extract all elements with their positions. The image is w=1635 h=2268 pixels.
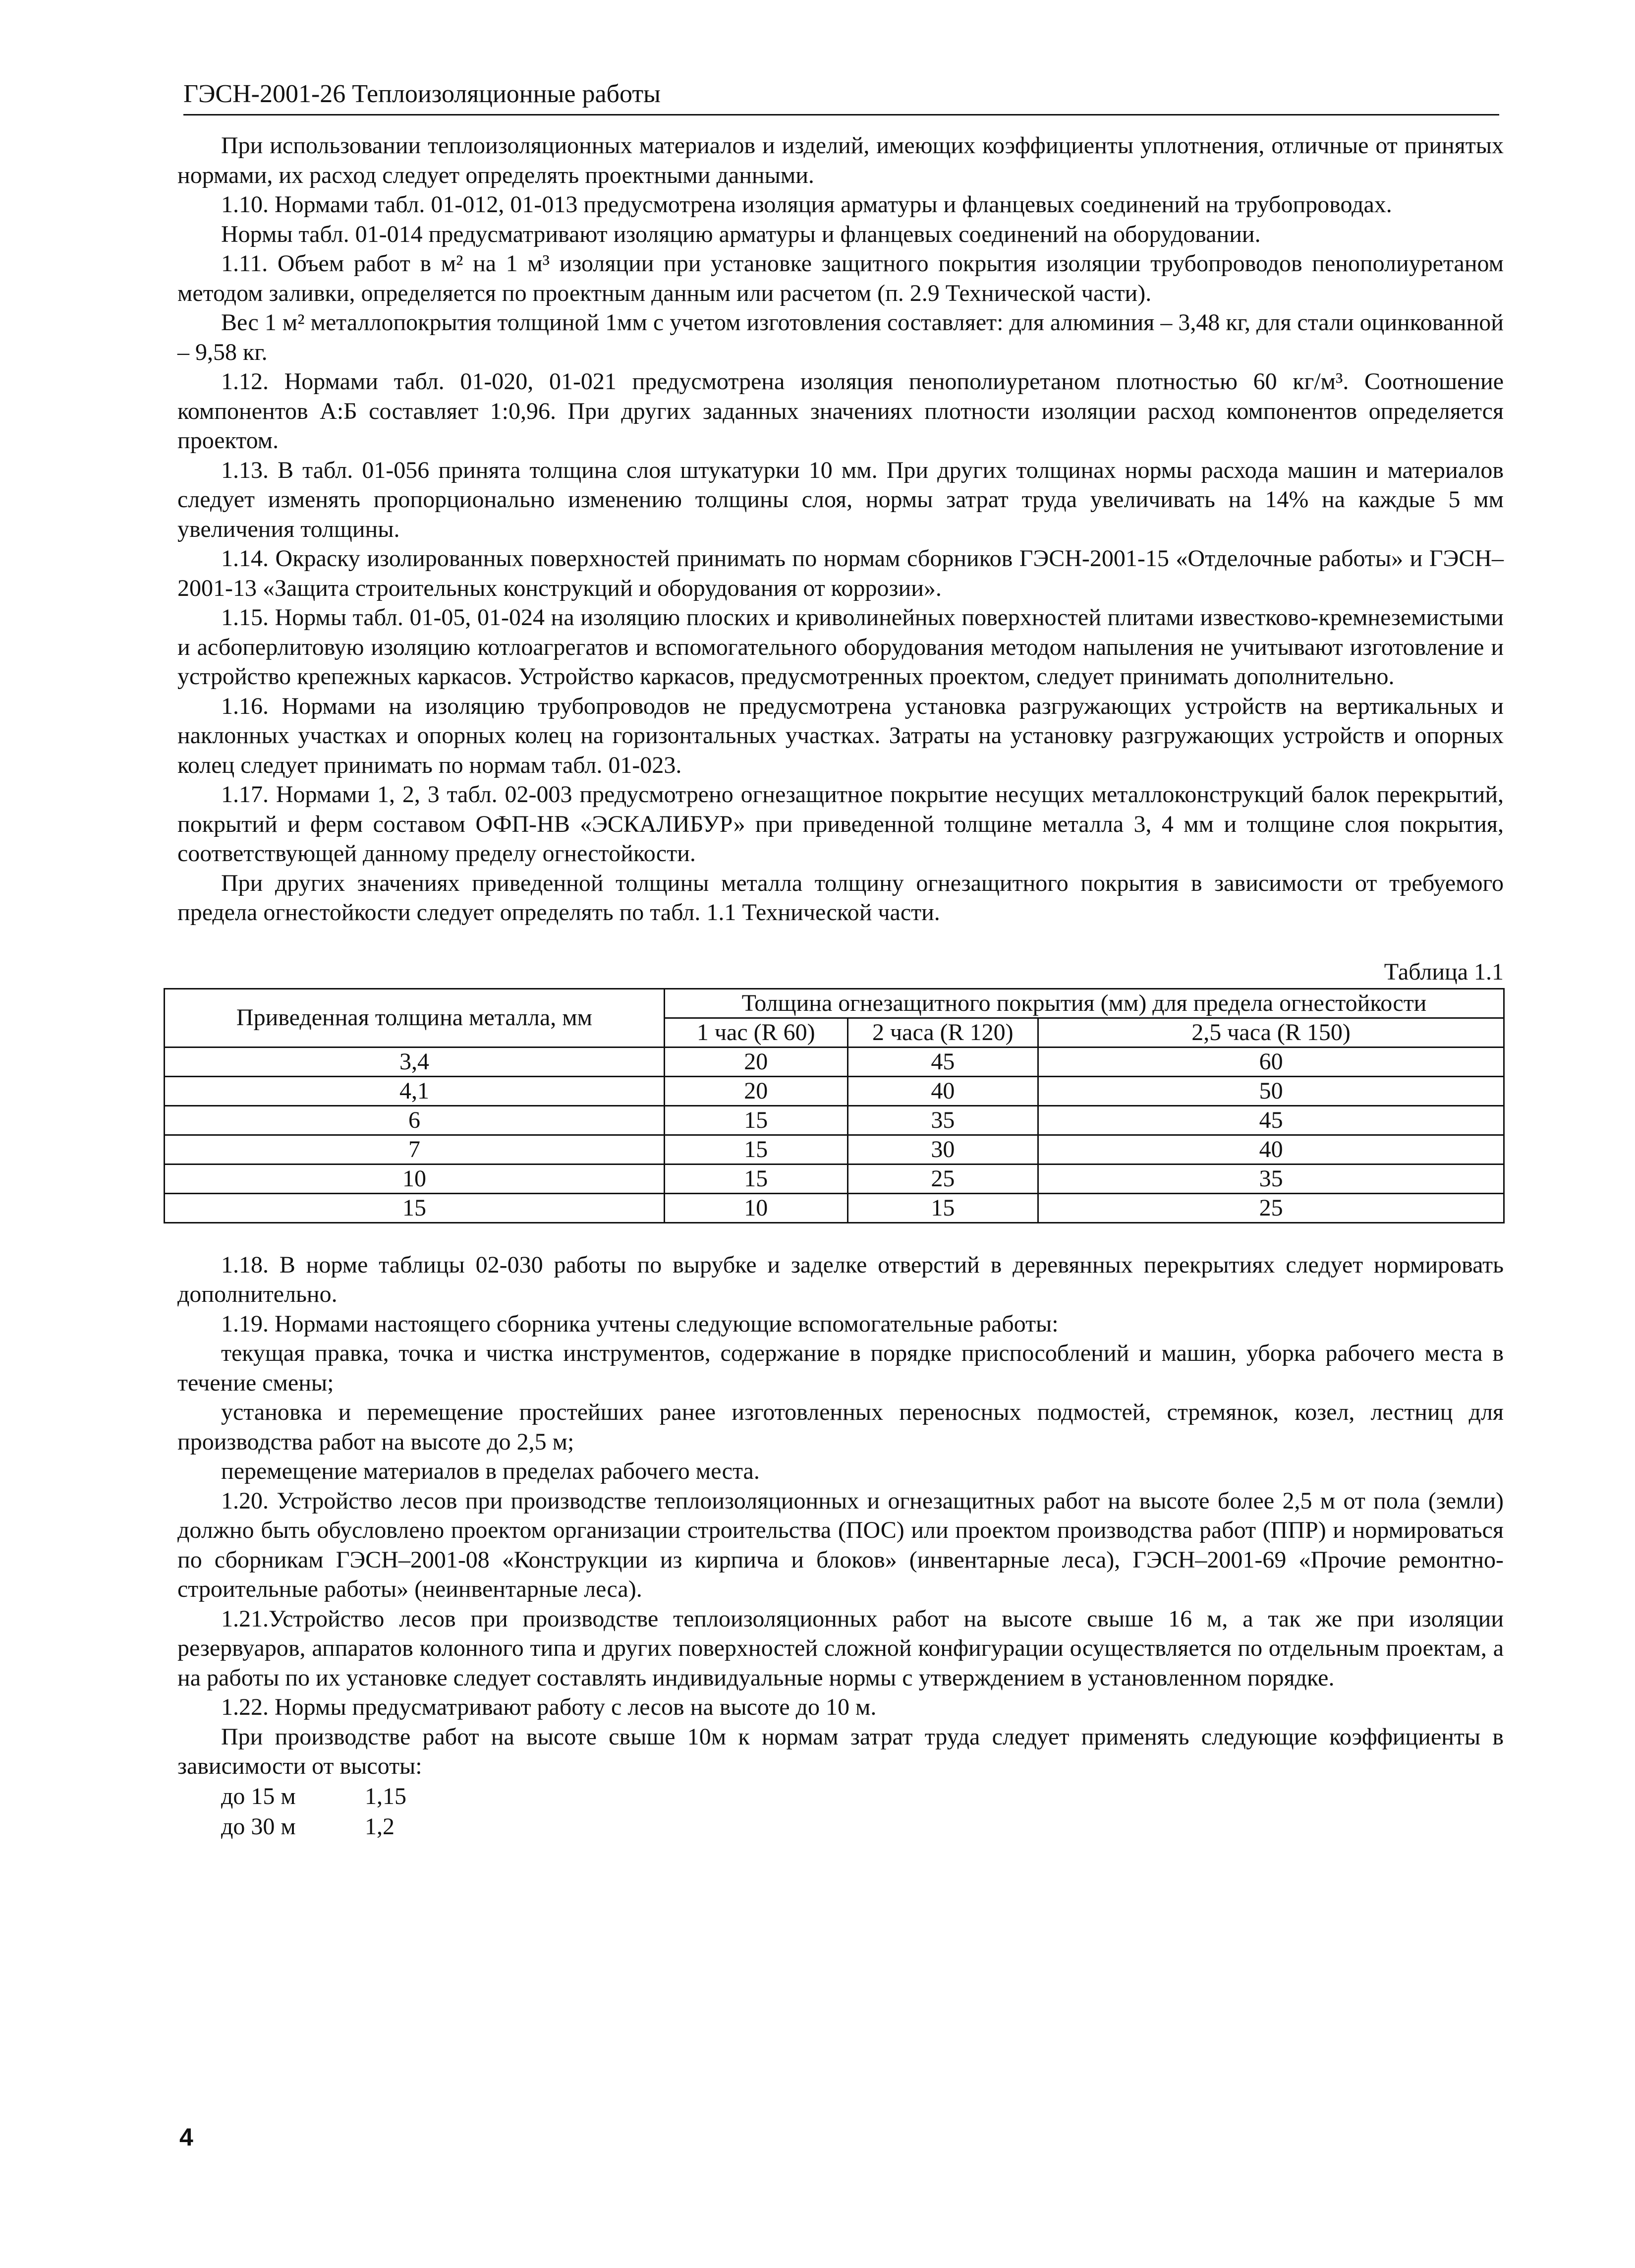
coefficient-height: до 30 м <box>221 1813 296 1840</box>
table-cell: 4,1 <box>165 1076 665 1105</box>
col-header-thickness: Приведенная толщина металла, мм <box>165 989 665 1047</box>
table-row <box>165 1193 1504 1222</box>
table-cell: 15 <box>664 1105 847 1135</box>
paragraph: 1.15. Нормы табл. 01-05, 01-024 на изоляцию плоских и криволинейных поверхностей плитами известково-кремнеземистыми и асбоперлитовую изоляцию котлоагрегатов и вспомогательного оборудования методом напыления не учитывают изготовление и устройство крепежных каркасов. Устройство каркасов, предусмотренных проектом, следует принимать дополнительно. <box>177 604 1504 690</box>
coefficient-row <box>177 1811 1504 1842</box>
subheader-r60: 1 час (R 60) <box>664 1018 847 1047</box>
paragraph: 1.20. Устройство лесов при производстве теплоизоляционных и огнезащитных работ на высоте более 2,5 м от пола (земли) должно быть обусловлено проектом организации строительства (ПОС) или проектом производства работ (ППР) и нормироваться по сборникам ГЭСН–2001-08 «Конструкции из кирпича и блоков» (инвентарные леса), ГЭСН–2001-69 «Прочие ремонтно-строительные работы» (неинвентарные леса). <box>177 1487 1504 1602</box>
table-cell: 50 <box>1038 1076 1504 1105</box>
paragraph: 1.22. Нормы предусматривают работу с лесов на высоте до 10 м. <box>221 1694 877 1720</box>
table-cell: 7 <box>165 1135 665 1164</box>
coefficient-value: 1,2 <box>365 1813 395 1840</box>
table-cell: 20 <box>664 1047 847 1076</box>
group-header: Толщина огнезащитного покрытия (мм) для предела огнестойкости <box>664 989 1504 1018</box>
table-cell: 25 <box>847 1164 1038 1193</box>
coefficient-row <box>177 1781 1504 1811</box>
paragraph: 1.12. Нормами табл. 01-020, 01-021 предусмотрена изоляция пенополиуретаном плотностью 60 кг/м³. Соотношение компонентов А:Б составляет 1:0,96. При других заданных значениях плотности изоляции расход компонентов определяется проектом. <box>177 368 1504 454</box>
table-row <box>165 1105 1504 1135</box>
running-header: ГЭСН-2001-26 Теплоизоляционные работы <box>183 74 1499 116</box>
paragraphs-top <box>177 131 1504 928</box>
table-cell: 40 <box>1038 1135 1504 1164</box>
subheader-r120: 2 часа (R 120) <box>847 1018 1038 1047</box>
table-cell: 3,4 <box>165 1047 665 1076</box>
spacer <box>177 1223 1504 1250</box>
paragraph: Вес 1 м² металлопокрытия толщиной 1мм с учетом изготовления составляет: для алюминия – 3,48 кг, для стали оцинкованной – 9,58 кг. <box>177 309 1504 365</box>
paragraph: 1.16. Нормами на изоляцию трубопроводов не предусмотрена установка разгружающих устройств на вертикальных и наклонных участках и опорных колец на горизонтальных участках. Затраты на установку разгружающих устройств и опорных колец следует принимать по нормам табл. 01-023. <box>177 693 1504 778</box>
paragraph: текущая правка, точка и чистка инструментов, содержание в порядке приспособлений и машин, уборка рабочего места в течение смены; <box>177 1340 1504 1396</box>
table-cell: 15 <box>664 1164 847 1193</box>
paragraph: установка и перемещение простейших ранее изготовленных переносных подмостей, стремянок, козел, лестниц для производства работ на высоте до 2,5 м; <box>177 1399 1504 1455</box>
coefficient-list <box>177 1781 1504 1842</box>
table-row <box>165 1135 1504 1164</box>
table-cell: 40 <box>847 1076 1038 1105</box>
table-cell: 20 <box>664 1076 847 1105</box>
paragraph: 1.13. В табл. 01-056 принята толщина слоя штукатурки 10 мм. При других толщинах нормы расхода машин и материалов следует изменять пропорционально изменению толщины слоя, нормы затрат труда увеличивать на 14% на каждые 5 мм увеличения толщины. <box>177 457 1504 542</box>
table-cell: 25 <box>1038 1193 1504 1222</box>
table-cell: 10 <box>165 1164 665 1193</box>
paragraph: Нормы табл. 01-014 предусматривают изоляцию арматуры и фланцевых соединений на оборудовании. <box>221 221 1261 247</box>
paragraph: перемещение материалов в пределах рабочего места. <box>221 1458 760 1484</box>
table-row <box>165 1076 1504 1105</box>
document-body <box>177 131 1504 1842</box>
table-header-row <box>165 989 1504 1018</box>
paragraph: При использовании теплоизоляционных материалов и изделий, имеющих коэффициенты уплотнения, отличные от принятых нормами, их расход следует определять проектными данными. <box>177 132 1504 188</box>
table-cell: 45 <box>847 1047 1038 1076</box>
table-cell: 10 <box>664 1193 847 1222</box>
page-number: 4 <box>179 2123 193 2151</box>
subheader-r150: 2,5 часа (R 150) <box>1038 1018 1504 1047</box>
table-cell: 15 <box>847 1193 1038 1222</box>
paragraph: 1.21.Устройство лесов при производстве теплоизоляционных работ на высоте свыше 16 м, а так же при изоляции резервуаров, аппаратов колонного типа и других поверхностей сложной конфигурации осуществляется по отдельным проектам, а на работы по их установке следует составлять индивидуальные нормы с утверждением в установленном порядке. <box>177 1605 1504 1691</box>
table-row <box>165 1164 1504 1193</box>
coefficient-value: 1,15 <box>365 1783 406 1809</box>
table-cell: 60 <box>1038 1047 1504 1076</box>
table-cell: 15 <box>165 1193 665 1222</box>
paragraph: При производстве работ на высоте свыше 10м к нормам затрат труда следует применять следующие коэффициенты в зависимости от высоты: <box>177 1723 1504 1779</box>
table-caption: Таблица 1.1 <box>1384 958 1504 985</box>
table-cell: 45 <box>1038 1105 1504 1135</box>
paragraph: 1.14. Окраску изолированных поверхностей принимать по нормам сборников ГЭСН-2001-15 «Отделочные работы» и ГЭСН–2001-13 «Защита строительных конструкций и оборудования от коррозии». <box>177 545 1504 601</box>
paragraph: При других значениях приведенной толщины металла толщину огнезащитного покрытия в зависимости от требуемого предела огнестойкости следует определять по табл. 1.1 Технической части. <box>177 870 1504 926</box>
paragraph: 1.10. Нормами табл. 01-012, 01-013 предусмотрена изоляция арматуры и фланцевых соединений на трубопроводах. <box>221 191 1392 218</box>
table-cell: 6 <box>165 1105 665 1135</box>
paragraph: 1.18. В норме таблицы 02-030 работы по вырубке и заделке отверстий в деревянных перекрытиях следует нормировать дополнительно. <box>177 1251 1504 1307</box>
table-cell: 15 <box>664 1135 847 1164</box>
coefficient-height: до 15 м <box>221 1783 296 1809</box>
paragraphs-bottom <box>177 1250 1504 1781</box>
table-cell: 35 <box>1038 1164 1504 1193</box>
table-row <box>165 1047 1504 1076</box>
fireproofing-table <box>164 988 1505 1223</box>
paragraph: 1.17. Нормами 1, 2, 3 табл. 02-003 предусмотрено огнезащитное покрытие несущих металлоконструкций балок перекрытий, покрытий и ферм составом ОФП-НВ «ЭСКАЛИБУР» при приведенной толщине металла 3, 4 мм и толщине слоя покрытия, соответствующей данному пределу огнестойкости. <box>177 781 1504 867</box>
paragraph: 1.11. Объем работ в м² на 1 м³ изоляции при установке защитного покрытия изоляции трубопроводов пенополиуретаном методом заливки, определяется по проектным данным или расчетом (п. 2.9 Технической части). <box>177 250 1504 306</box>
table-cell: 30 <box>847 1135 1038 1164</box>
table-cell: 35 <box>847 1105 1038 1135</box>
paragraph: 1.19. Нормами настоящего сборника учтены следующие вспомогательные работы: <box>221 1310 1059 1337</box>
